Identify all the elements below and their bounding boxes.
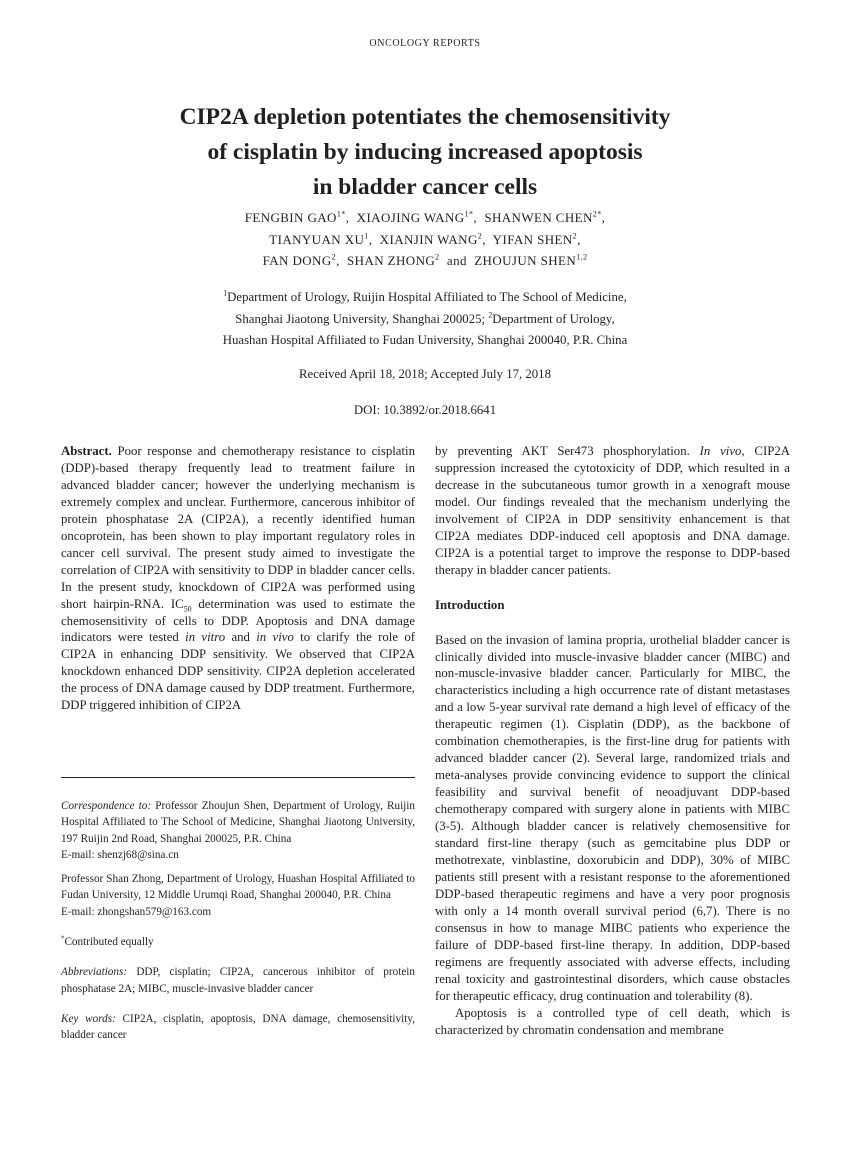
author-line-1: FENGBIN $GAO^{1*}$, XIAOJING $WANG^{1*}$, SHANWEN $CHEN^{2*}$, <box>244 209 606 225</box>
abstract-text: , CIP2A suppression increased the cytotoxicity of DDP, which resulted in a decrease in the subcutaneous tumor growth in a xenograft mouse model. Our findings revealed that the mechanism underlying the involvement of CIP2A in DDP sensitivity enhancement is that CIP2A mediates DDP-induced cell apoptosis and DNA damage. CIP2A is a potential target to improve the response to DDP-based therapy in bladder cancer patients. <box>435 444 790 577</box>
author-name: SHANWEN CHEN <box>484 210 593 225</box>
author-name: FAN DONG <box>262 253 332 268</box>
affiliation-line-1 <box>60 287 790 309</box>
journal-header: ONCOLOGY REPORTS <box>369 38 481 49</box>
author-name: YIFAN SHEN <box>492 231 573 247</box>
author-affil-mark: 1* <box>464 209 474 219</box>
title-line-1: CIP2A depletion potentiates the chemosensitivity <box>179 104 671 130</box>
keywords-label: Key words: <box>61 1012 116 1025</box>
author-affil-mark: 2 <box>572 231 578 241</box>
author-name: TIANYUAN XU <box>269 231 365 247</box>
author-conjunction: and <box>446 253 467 268</box>
affiliation-text: Department of Urology, Ruijin Hospital Affiliated to The School of Medicine, <box>227 290 627 304</box>
doi: DOI: 10.3892/or.2018.6641 <box>353 403 497 417</box>
author-affil-mark: 2 <box>331 252 337 262</box>
author-name: XIAOJING WANG <box>356 210 465 225</box>
abstract-text: determination was used to estimate the chemosensitivity of cells to DDP. Apoptosis and DNA damage indicators were tested <box>61 596 416 645</box>
author-affil-mark: 2 <box>477 231 483 241</box>
footnote-rule <box>61 777 415 778</box>
correspondence-note <box>61 798 415 863</box>
affiliation-text: Shanghai Jiaotong University, Shanghai 200025; <box>235 311 489 326</box>
author-affil-mark: 2 <box>435 252 440 262</box>
author-name: XIANJIN WANG <box>379 231 478 247</box>
affiliation-line-2 <box>60 309 790 331</box>
received-dates: Received April 18, 2018; Accepted July 17, 2018 <box>299 367 551 381</box>
title-line-3: in bladder cancer cells <box>312 174 538 200</box>
keywords-text: CIP2A, cisplatin, apoptosis, DNA damage, chemosensitivity, bladder cancer <box>61 1012 416 1042</box>
contribution-text: Contributed equally <box>64 936 154 949</box>
correspondence-note-2 <box>61 871 415 920</box>
title-line-2: of cisplatin by inducing increased apoptosis <box>207 139 643 165</box>
correspondence-text: Professor Shan Zhong, Department of Urology, Huashan Hospital Affiliated to Fudan University, 12 Middle Urumqi Road, Shanghai 200040, P.R. China <box>61 873 415 902</box>
author-name: ZHOUJUN SHEN <box>474 253 577 268</box>
author-line-3: FAN DONG$^2$, SHAN ZHONG$^2$ and ZHOUJUN SHEN$^{1,2}$ <box>262 252 588 268</box>
author-name: SHAN ZHONG <box>347 253 436 268</box>
correspondence-label: Correspondence to: <box>61 800 152 812</box>
author-affil-mark: 1* <box>336 209 346 219</box>
abbreviations-text: DDP, cisplatin; CIP2A, cancerous inhibitor of protein phosphatase 2A; MIBC, muscle-invasive bladder cancer <box>61 966 415 995</box>
abstract-text: Poor response and chemotherapy resistance to cisplatin (DDP)-based therapy frequently lead to treatment failure in advanced bladder cancer; however the underlying mechanism is extremely complex and unclear. Furthermore, cancerous inhibitor of protein phosphatase 2A (CIP2A), a recently identified human oncoprotein, has been shown to play important regulatory roles in cancer cell survival. The present study aimed to investigate the correlation of CIP2A with sensitivity to DDP in bladder cancer cells. In the present study, knockdown of CIP2A was performed using short hairpin-RNA. IC <box>61 444 415 611</box>
author-line-2: TIANYUAN $XU^1$, XIANJIN WANG$^2$, YIFAN SHEN$^2$, <box>269 231 581 247</box>
right-column <box>435 443 790 1038</box>
author-name: FENGBIN GAO <box>244 210 337 225</box>
abstract-text: to clarify the role of CIP2A in enhancing DDP sensitivity. We observed that CIP2A knockdown enhanced DDP sensitivity. CIP2A depletion accelerated the process of DNA damage caused by DDP treatment. Furthermore, DDP triggered inhibition of CIP2A <box>61 630 415 713</box>
footnotes <box>61 798 415 1052</box>
keywords-note <box>61 1011 415 1044</box>
abstract-continuation <box>435 443 790 579</box>
affiliations <box>60 287 790 352</box>
author-list <box>60 207 790 272</box>
author-affil-mark: 2* <box>592 209 602 219</box>
contribution-mark: * <box>61 934 65 943</box>
abstract-paragraph <box>61 443 415 714</box>
affiliation-mark: 2 <box>488 310 493 320</box>
italic-term: in vivo <box>256 630 294 645</box>
author-affil-mark: 1,2 <box>576 252 588 262</box>
abbreviations-note <box>61 964 415 997</box>
abstract-label: Abstract. <box>61 444 112 458</box>
correspondence-email: E-mail: shenzj68@sina.cn <box>61 848 179 861</box>
correspondence-email: E-mail: zhongshan579@163.com <box>61 905 212 918</box>
affiliation-line-3: Huashan Hospital Affiliated to Fudan University, Shanghai 200040, P.R. China <box>222 333 628 347</box>
author-affil-mark: 1 <box>364 231 369 241</box>
ic50-subscript: 50 <box>183 604 192 614</box>
abstract-text: and <box>225 630 257 645</box>
section-heading-introduction: Introduction <box>435 597 505 612</box>
article-title <box>60 100 790 205</box>
abstract-text: by preventing AKT Ser473 phosphorylation. <box>435 444 700 458</box>
abstract-left-column <box>61 443 415 714</box>
abbreviations-label: Abbreviations: <box>61 966 128 979</box>
correspondence-text: Professor Zhoujun Shen, Department of Urology, Ruijin Hospital Affiliated to The School of Medicine, Shanghai Jiaotong University, 197 Ruijin 2nd Road, Shanghai 200025, P.R. China <box>61 800 415 845</box>
contribution-note <box>61 934 415 950</box>
italic-term: In vivo <box>699 444 742 458</box>
italic-term: in vitro <box>185 630 226 645</box>
affiliation-text: Department of Urology, <box>492 311 615 326</box>
affiliation-mark: 1 <box>223 288 228 298</box>
intro-paragraph-1: Based on the invasion of lamina propria, urothelial bladder cancer is clinically divided into muscle-invasive bladder cancer (MIBC) and non-muscle-invasive bladder cancer. Particularly for MIBC, the characteristics including a high occurrence rate of distant metastases and a low 5-year survival rate demand a high level of efficacy of the therapeutic regimen (1). Cisplatin (DDP), as the backbone of combination chemotherapies, is the first-line drug for patients with advanced bladder cancer (2). Several large, randomized trials and meta-analyses provide convincing evidence to support the clinical feasibility and survival benefit of neoadjuvant DDP-based chemotherapy compared with surgery alone in patients with MIBC (3-5). Although bladder cancer is relatively chemosensitive for standard first-line therapy (such as gemcitabine plus DDP or methotrexate, vinblastine, doxorubicin and DDP), 30% of MIBC patients still present with a resistant response to the aforementioned DDP-based therapeutic regimens and have a very poor prognosis with only a 14 month overall survival period (6,7). There is no consensus in how to manage MIBC patients who experience the failure of DDP-based first-line therapy. In addition, DDP-based regimens are frequently associated with adverse effects, including renal toxicity and gastrointestinal disorders, which cause obstacles for therapeutic efficacy, drug continuation and tolerability (8). <box>435 632 790 1003</box>
intro-paragraph-2: Apoptosis is a controlled type of cell death, which is characterized by chromatin condensation and membrane <box>435 1005 790 1037</box>
